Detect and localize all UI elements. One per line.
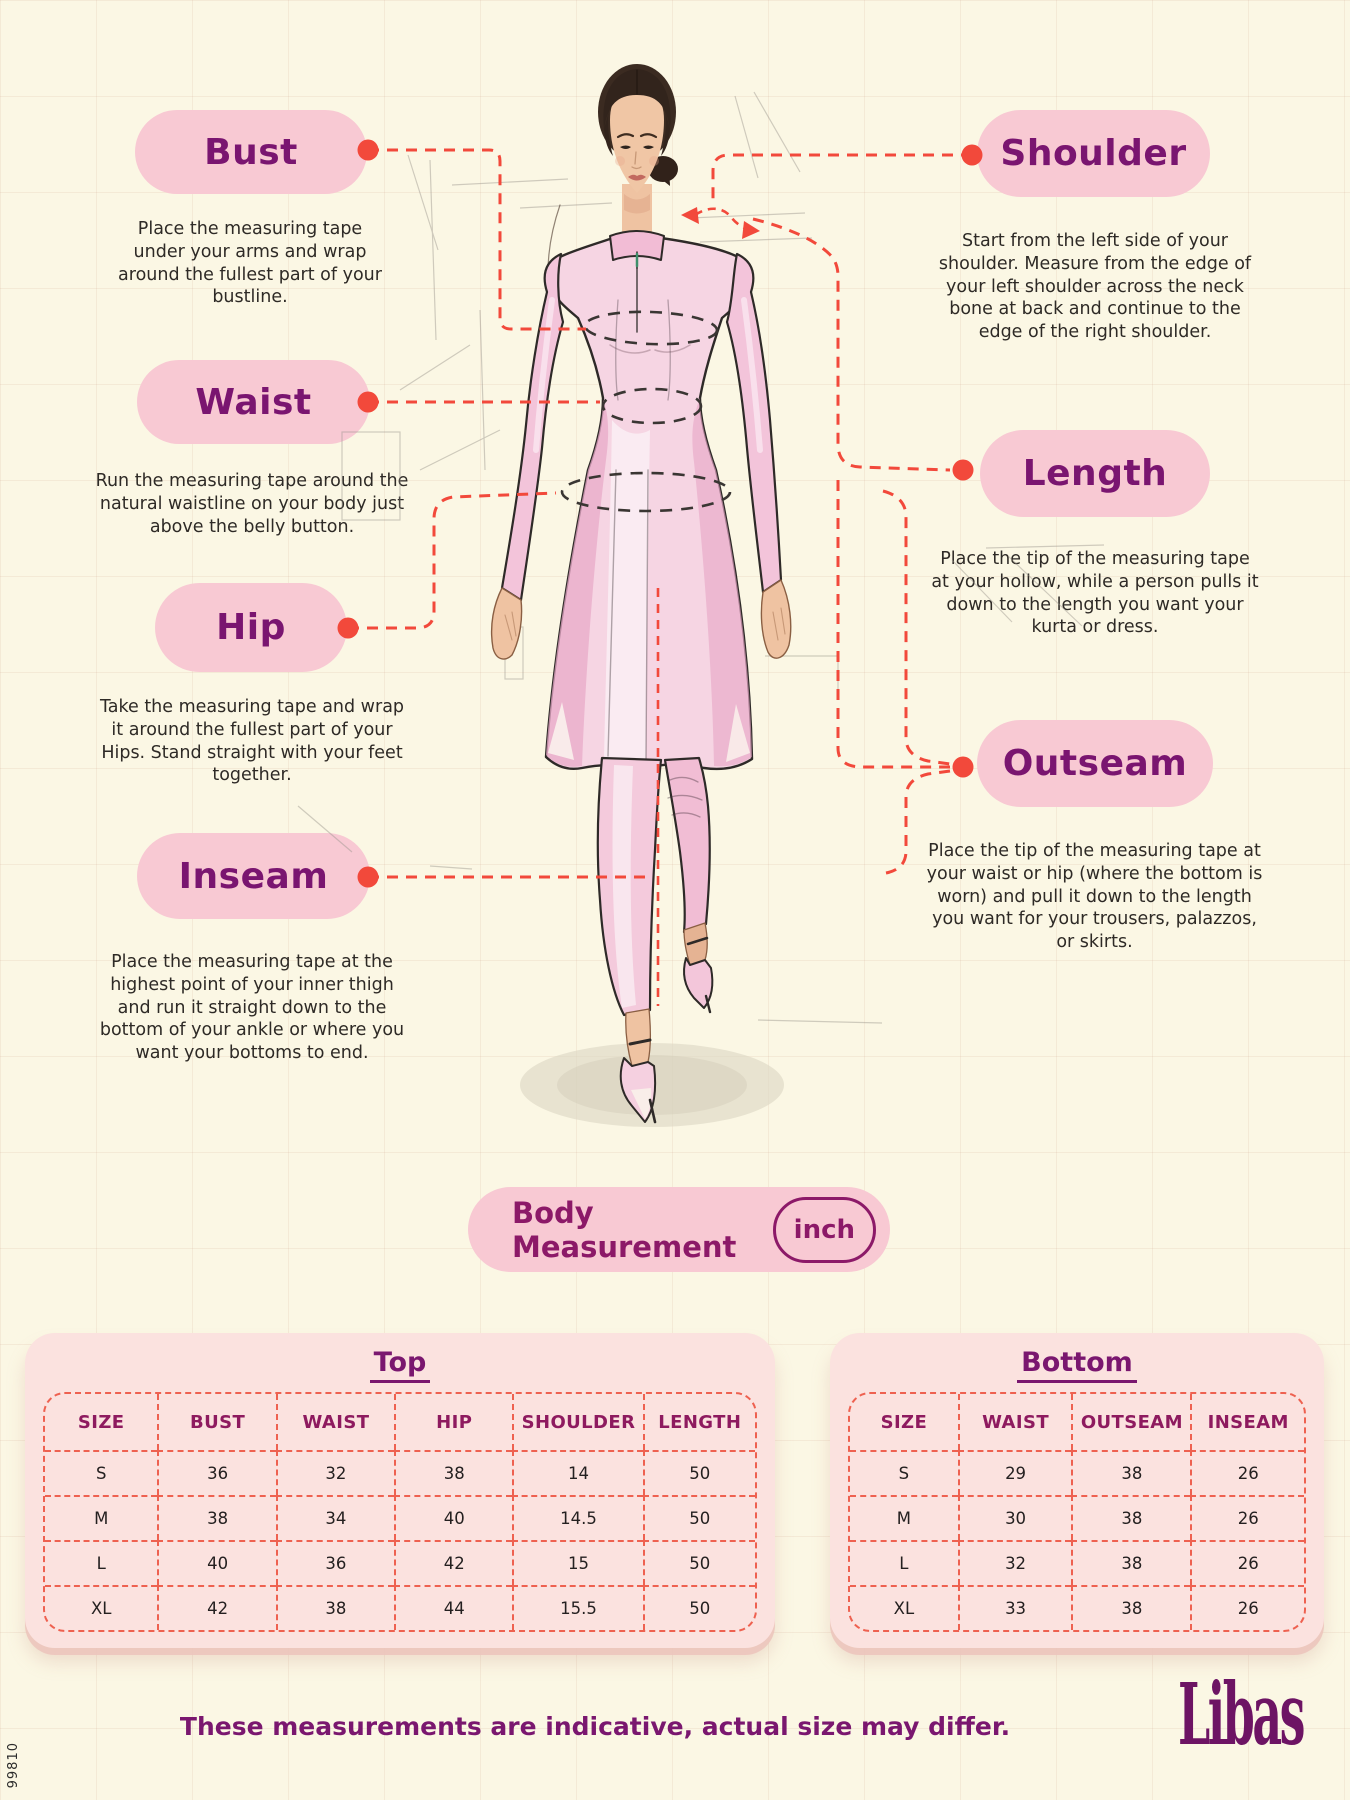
data-cell: 40 <box>394 1495 512 1540</box>
pant-leg-back <box>665 758 710 932</box>
waist-description: Run the measuring tape around the natural waistline on your body just above the belly button. <box>95 471 409 537</box>
hand-left-fingers <box>505 612 516 640</box>
hip-description: Take the measuring tape and wrap it around the fullest part of your Hips. Stand straight with your feet together. <box>99 697 405 786</box>
bust-pill <box>135 110 367 194</box>
header-cell: WAIST <box>958 1394 1072 1450</box>
shoe-back <box>684 958 712 1008</box>
shoulder-label: Shoulder <box>1000 133 1187 174</box>
size-card-bottom <box>830 1333 1324 1648</box>
kurta-shadow-left <box>546 400 608 767</box>
ankle-front <box>626 1009 651 1066</box>
data-cell: M <box>45 1495 157 1540</box>
ankle-strap-front <box>630 1040 650 1044</box>
heel-front <box>650 1100 655 1122</box>
bottom-table-title: Bottom <box>1017 1347 1137 1383</box>
data-cell: 26 <box>1190 1495 1304 1540</box>
kurta-highlight <box>604 420 650 762</box>
top-table-title: Top <box>370 1347 431 1383</box>
hair-front <box>603 69 670 129</box>
data-cell: 38 <box>1071 1495 1190 1540</box>
hair-strand <box>548 205 560 312</box>
data-cell: 38 <box>394 1450 512 1495</box>
data-cell: 15.5 <box>512 1585 642 1630</box>
data-cell: 50 <box>643 1495 755 1540</box>
data-cell: 26 <box>1190 1540 1304 1585</box>
data-cell: S <box>45 1450 157 1495</box>
leader-dots <box>338 140 983 888</box>
data-cell: 36 <box>276 1540 394 1585</box>
slit-right <box>726 704 750 762</box>
waist-pill <box>137 360 370 444</box>
measurement-ellipses <box>562 310 730 511</box>
data-cell: 15 <box>512 1540 642 1585</box>
face-features <box>615 134 659 180</box>
length-dot <box>953 460 974 481</box>
bust-description: Place the measuring tape under your arms and wrap around the fullest part of your bustline. <box>118 219 382 308</box>
shoulder-arrow-line <box>695 209 750 230</box>
header-cell: BUST <box>157 1394 275 1450</box>
outseam-pill <box>977 720 1213 807</box>
data-cell: 38 <box>157 1495 275 1540</box>
data-cell: 34 <box>276 1495 394 1540</box>
data-cell: 30 <box>958 1495 1072 1540</box>
data-cell: 38 <box>1071 1450 1190 1495</box>
shoe-front-toe <box>631 1088 651 1119</box>
data-cell: 42 <box>394 1540 512 1585</box>
data-cell: XL <box>850 1585 958 1630</box>
libas-logo: Libas <box>1178 1666 1303 1765</box>
length-leader <box>753 219 950 470</box>
ankle-strap-back <box>688 938 707 944</box>
hip-pill <box>155 583 347 672</box>
size-card-top <box>25 1333 775 1648</box>
bust-ellipse <box>584 310 717 347</box>
data-cell: 40 <box>157 1540 275 1585</box>
shoulder-pill <box>977 110 1210 197</box>
hair-side-right <box>661 111 670 156</box>
header-cell: LENGTH <box>643 1394 755 1450</box>
arrowhead-left <box>681 207 699 224</box>
length-description: Place the tip of the measuring tape at your hollow, while a person pulls it down to the length you want your kurta or dress. <box>931 549 1259 638</box>
top-table-title-row <box>43 1347 757 1383</box>
hair-nape <box>645 150 670 186</box>
pant-highlight <box>613 765 636 1008</box>
face <box>610 84 664 193</box>
header-cell: INSEAM <box>1190 1394 1304 1450</box>
hand-right <box>761 580 790 658</box>
data-cell: 33 <box>958 1585 1072 1630</box>
data-cell: 50 <box>643 1585 755 1630</box>
heel-back <box>706 996 710 1012</box>
arrowhead-right <box>742 221 760 239</box>
bust-label: Bust <box>204 131 298 173</box>
kurta <box>546 235 752 769</box>
data-cell: 44 <box>394 1585 512 1630</box>
kurta-seams <box>616 300 671 400</box>
unit-toggle[interactable]: inch <box>773 1197 876 1263</box>
data-cell: 38 <box>1071 1540 1190 1585</box>
inseam-description: Place the measuring tape at the highest point of your inner thigh and run it straight down to the bottom of your ankle or where you want your bottoms to end. <box>99 952 405 1063</box>
inseam-pill <box>137 833 370 919</box>
collar <box>610 231 664 260</box>
hand-right-fingers <box>773 608 785 640</box>
data-cell: 29 <box>958 1450 1072 1495</box>
data-cell: S <box>850 1450 958 1495</box>
data-cell: 42 <box>157 1585 275 1630</box>
neck <box>622 184 652 238</box>
data-cell: 36 <box>157 1450 275 1495</box>
data-cell: M <box>850 1495 958 1540</box>
floor-shadow <box>520 1043 784 1127</box>
data-cell: 50 <box>643 1450 755 1495</box>
bust-leader <box>368 150 586 329</box>
outseam-label: Outseam <box>1002 743 1188 784</box>
arrowheads <box>681 207 760 239</box>
hair-side-left <box>604 111 613 156</box>
body-measurement-bar <box>468 1187 890 1272</box>
shoulder-description: Start from the left side of your shoulder. Measure from the edge of your left shoulder across the neck bone at back and continue to the edge of the right shoulder. <box>938 231 1252 342</box>
waist-ellipse <box>603 389 701 423</box>
data-cell: 14 <box>512 1450 642 1495</box>
hip-label: Hip <box>216 607 286 648</box>
header-cell: SIZE <box>77 1411 125 1433</box>
data-cell: 32 <box>276 1450 394 1495</box>
inseam-label: Inseam <box>178 855 329 897</box>
bust-shading <box>610 345 690 353</box>
header-cell: SIZE <box>880 1411 928 1433</box>
sleeve-highlight-right <box>744 300 760 450</box>
length-pill <box>980 430 1210 517</box>
shoulder-leader <box>713 155 972 200</box>
pant-creases <box>668 777 702 817</box>
pant-leg-front <box>598 758 661 1015</box>
header-cell: HIP <box>394 1394 512 1450</box>
fashion-figure <box>492 64 791 1122</box>
data-cell: 38 <box>276 1585 394 1630</box>
header-cell: SHOULDER <box>512 1394 642 1450</box>
data-cell: 32 <box>958 1540 1072 1585</box>
data-cell: 26 <box>1190 1585 1304 1630</box>
shoe-front <box>621 1058 655 1122</box>
kurta-shadow-right <box>692 398 752 766</box>
hip-ellipse <box>562 473 730 511</box>
header-cell: OUTSEAM <box>1071 1394 1190 1450</box>
waist-label: Waist <box>195 381 312 423</box>
neck-shadow <box>624 194 650 214</box>
data-cell: XL <box>45 1585 157 1630</box>
data-cell: L <box>850 1540 958 1585</box>
length-label: Length <box>1022 453 1168 494</box>
kurta-creases <box>608 470 648 760</box>
artwork-code: 99810 <box>6 1742 21 1789</box>
data-cell: 50 <box>643 1540 755 1585</box>
sleeve-left <box>502 254 563 600</box>
disclaimer-text: These measurements are indicative, actual size may differ. <box>179 1712 1011 1741</box>
floor-shadow-core <box>557 1055 747 1115</box>
hair-back <box>598 64 676 160</box>
hair-bun <box>648 156 678 182</box>
sleeve-right <box>727 254 781 592</box>
data-cell: L <box>45 1540 157 1585</box>
ankle-back <box>684 923 707 965</box>
data-cell: 14.5 <box>512 1495 642 1540</box>
hand-left <box>492 588 522 659</box>
slit-left <box>548 702 574 760</box>
sleeve-highlight-left <box>536 300 552 450</box>
size-table-bottom <box>848 1392 1306 1632</box>
leader-lines <box>348 150 972 1006</box>
data-cell: 38 <box>1071 1585 1190 1630</box>
outseam-description: Place the tip of the measuring tape at your waist or hip (where the bottom is worn) and pull it down to the length you want for your trousers, palazzos, or skirts. <box>926 841 1263 952</box>
size-table-top <box>43 1392 757 1632</box>
data-cell: 26 <box>1190 1450 1304 1495</box>
header-cell: WAIST <box>276 1394 394 1450</box>
bottom-table-title-row <box>848 1347 1306 1383</box>
outseam-dot <box>953 757 974 778</box>
body-measurement-label: Body Measurement <box>512 1195 737 1264</box>
